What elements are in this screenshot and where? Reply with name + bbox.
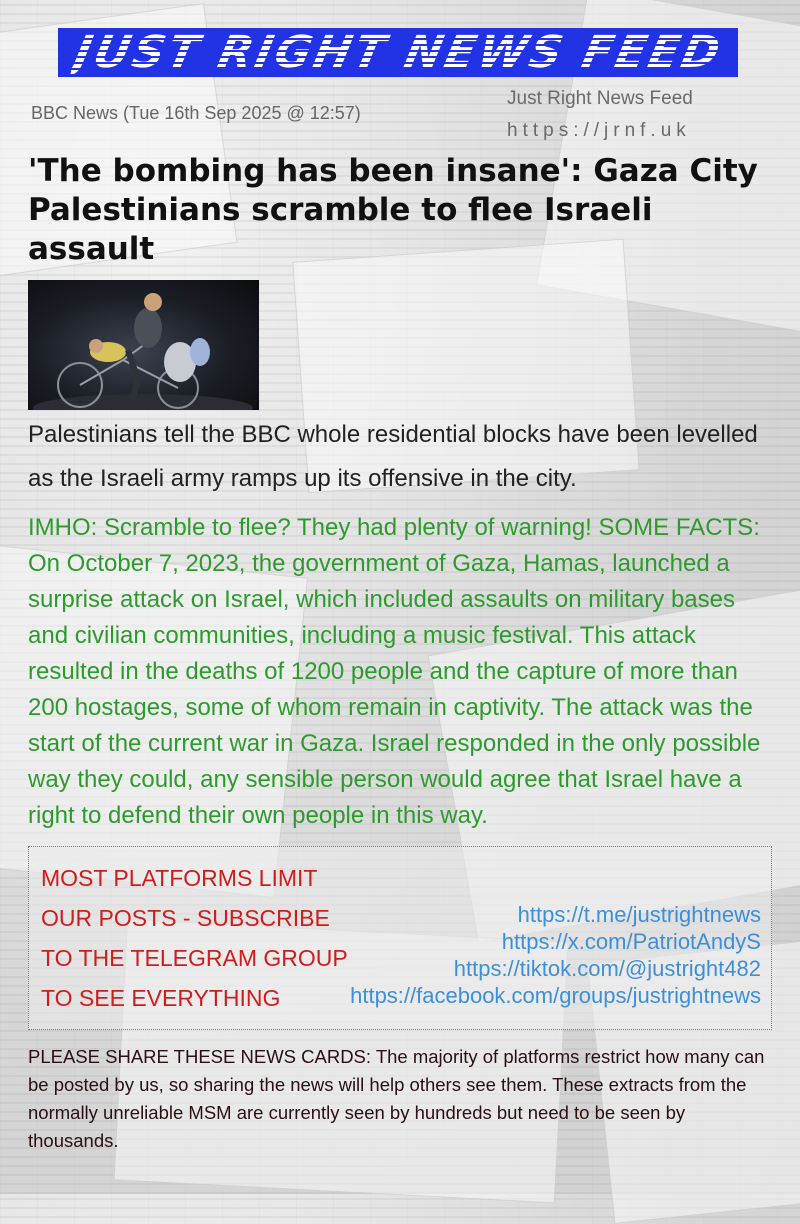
telegram-link[interactable]: https://t.me/justrightnews (517, 902, 761, 927)
site-banner (58, 28, 738, 77)
article-source: BBC News (Tue 16th Sep 2025 @ 12:57) (31, 103, 361, 123)
article-summary: Palestinians tell the BBC whole residential blocks have been levelled as the Israeli army ramps up its offensive in the city. (28, 421, 758, 492)
site-name: Just Right News Feed (507, 88, 693, 109)
share-notice: PLEASE SHARE THESE NEWS CARDS: The majority of platforms restrict how many can be posted by us, so sharing the news will help others see them. These extracts from the normally unreliable MSM are currently seen by hundreds but need to be seen by thousands. (28, 1046, 765, 1151)
cta-line: TO SEE EVERYTHING (41, 985, 281, 1011)
cta-line: OUR POSTS - SUBSCRIBE (41, 905, 330, 931)
banner-title: JUST RIGHT NEWS FEED (69, 27, 727, 78)
cyclist-photo-illustration (28, 280, 259, 410)
cta-line: TO THE TELEGRAM GROUP (41, 945, 348, 971)
x-link[interactable]: https://x.com/PatriotAndyS (501, 929, 761, 954)
tiktok-link[interactable]: https://tiktok.com/@justright482 (453, 956, 761, 981)
subscribe-callout (28, 846, 772, 1030)
news-photo-image (28, 280, 259, 410)
editorial-opinion: IMHO: Scramble to flee? They had plenty of warning! SOME FACTS: On October 7, 2023, the government of Gaza, Hamas, launched a surprise attack on Israel, which included assaults on military bases and civilian communities, including a music festival. This attack resulted in the deaths of 1200 people and the capture of more than 200 hostages, some of whom remain in captivity. The attack was the start of the current war in Gaza. Israel responded in the only possible way they could, any sensible person would agree that Israel have a right to defend their own people in this way. (28, 514, 761, 829)
social-links (350, 901, 761, 1009)
article-headline: 'The bombing has been insane': Gaza City Palestinians scramble to flee Israeli assault (28, 153, 758, 267)
facebook-link[interactable]: https://facebook.com/groups/justrightnews (350, 983, 761, 1008)
site-url[interactable]: https://jrnf.uk (507, 120, 691, 141)
cta-line: MOST PLATFORMS LIMIT (41, 865, 318, 891)
